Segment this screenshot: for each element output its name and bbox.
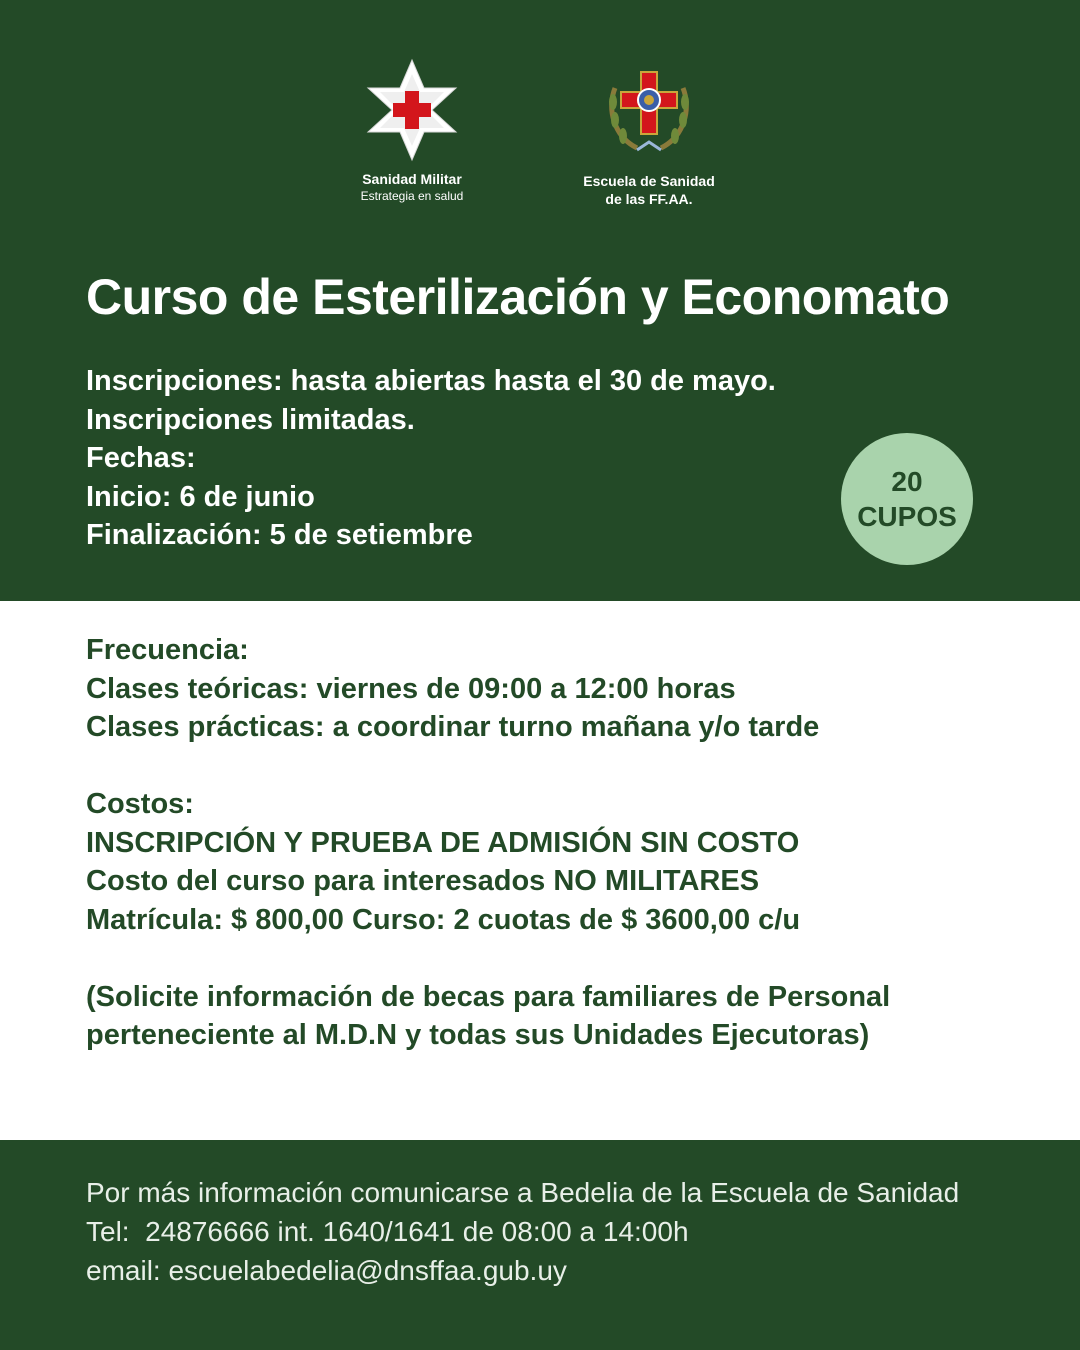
info-line-finalizacion: Finalización: 5 de setiembre xyxy=(86,519,473,552)
logo-left-name: Sanidad Militar xyxy=(362,171,462,187)
info-line-limitadas: Inscripciones limitadas. xyxy=(86,403,415,436)
becas-line1: (Solicite información de becas para familiares de Personal xyxy=(86,980,891,1013)
costos-block xyxy=(86,785,890,939)
contact-section xyxy=(0,1140,1080,1350)
cupos-label: CUPOS xyxy=(857,501,957,532)
course-title: Curso de Esterilización y Economato xyxy=(86,269,950,325)
frecuencia-heading: Frecuencia: xyxy=(86,634,249,666)
contact-line-tel: Tel: 24876666 int. 1640/1641 de 08:00 a 14:00h xyxy=(86,1216,689,1247)
becas-block xyxy=(86,978,890,1055)
header-section xyxy=(0,0,1080,601)
becas-line2: perteneciente al M.D.N y todas sus Unidades Ejecutoras) xyxy=(86,1019,870,1051)
costos-line-no-militares: Costo del curso para interesados NO MILITARES xyxy=(86,865,760,897)
logo-left-tagline: Estrategia en salud xyxy=(360,189,464,203)
enrollment-info xyxy=(86,362,776,555)
info-line-fechas: Fechas: xyxy=(86,442,196,475)
details-section xyxy=(86,631,890,1055)
contact-info xyxy=(86,1173,959,1290)
cupos-badge xyxy=(841,433,973,565)
contact-line-email: email: escuelabedelia@dnsffaa.gub.uy xyxy=(86,1255,567,1286)
logo-right-name-line1: Escuela de Sanidad xyxy=(583,173,715,189)
escuela-crest-icon xyxy=(597,58,701,162)
info-line-inicio: Inicio: 6 de junio xyxy=(86,480,315,513)
red-cross-star-icon xyxy=(360,58,464,162)
sanidad-militar-logo xyxy=(312,58,512,204)
clases-practicas: Clases prácticas: a coordinar turno mañana y/o tarde xyxy=(86,711,820,743)
costos-line-matricula: Matrícula: $ 800,00 Curso: 2 cuotas de $ 3600,00 c/u xyxy=(86,903,801,936)
frecuencia-block xyxy=(86,631,890,747)
info-line-inscripciones: Inscripciones: hasta abiertas hasta el 30 de mayo. xyxy=(86,365,776,397)
costos-line-inscripcion: INSCRIPCIÓN Y PRUEBA DE ADMISIÓN SIN COSTO xyxy=(86,826,800,859)
costos-heading: Costos: xyxy=(86,788,194,820)
contact-line-bedelia: Por más información comunicarse a Bedelia de la Escuela de Sanidad xyxy=(86,1177,960,1208)
logo-right-name-line2: de las FF.AA. xyxy=(605,191,693,207)
escuela-sanidad-logo xyxy=(549,58,749,208)
cupos-number: 20 xyxy=(891,466,923,497)
clases-teoricas: Clases teóricas: viernes de 09:00 a 12:00 horas xyxy=(86,672,736,705)
